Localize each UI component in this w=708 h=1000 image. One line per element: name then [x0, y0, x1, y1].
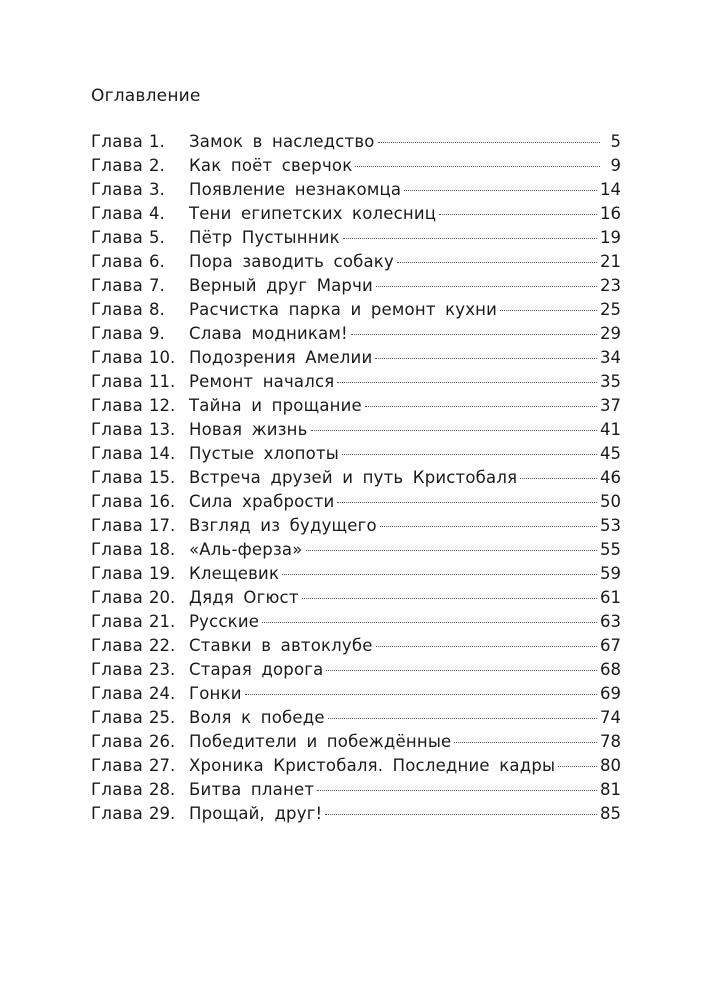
chapter-number: 17. [149, 516, 176, 535]
chapter-title: Ставки в автоклубе [189, 636, 373, 655]
toc-entry [91, 754, 621, 778]
chapter-label: Глава [91, 804, 144, 823]
chapter-label: Глава [91, 564, 144, 583]
chapter-label: Глава [91, 204, 144, 223]
page-number: 9 [610, 156, 621, 175]
page-number: 19 [600, 228, 621, 247]
chapter-number: 14. [149, 444, 176, 463]
page-number: 16 [600, 204, 621, 223]
dot-leader [282, 574, 597, 575]
dot-leader [302, 598, 597, 599]
page-number: 41 [600, 420, 621, 439]
toc-entry [91, 322, 621, 346]
chapter-title: Гонки [189, 684, 242, 703]
chapter-number: 18. [149, 540, 176, 559]
chapter-title: Расчистка парка и ремонт кухни [189, 300, 498, 319]
page-number: 55 [600, 540, 621, 559]
dot-leader [351, 334, 597, 335]
chapter-number: 11. [149, 372, 176, 391]
chapter-number: 24. [149, 684, 176, 703]
chapter-title: Клещевик [189, 564, 280, 583]
toc-entry [91, 538, 621, 562]
chapter-title: Замок в наследство [189, 132, 375, 151]
chapter-label: Глава [91, 780, 144, 799]
chapter-title: «Аль-ферза» [189, 540, 303, 559]
dot-leader [454, 742, 597, 743]
chapter-label: Глава [91, 492, 144, 511]
page-number: 21 [600, 252, 621, 271]
chapter-label: Глава [91, 180, 144, 199]
toc-entry [91, 466, 621, 490]
toc-entry [91, 706, 621, 730]
dot-leader [397, 262, 597, 263]
chapter-number: 21. [149, 612, 176, 631]
chapter-title: Как поёт сверчок [189, 156, 353, 175]
chapter-number: 16. [149, 492, 176, 511]
toc-entry [91, 490, 621, 514]
page-number: 50 [600, 492, 621, 511]
chapter-title: Тени египетских колесниц [189, 204, 437, 223]
chapter-label: Глава [91, 420, 144, 439]
chapter-number: 3. [149, 180, 165, 199]
chapter-title: Воля к победе [189, 708, 325, 727]
chapter-label: Глава [91, 756, 144, 775]
toc-entry [91, 154, 621, 178]
page-number: 14 [600, 180, 621, 199]
chapter-label: Глава [91, 396, 144, 415]
toc-entry [91, 274, 621, 298]
chapter-number: 4. [149, 204, 165, 223]
chapter-number: 25. [149, 708, 176, 727]
page-number: 53 [600, 516, 621, 535]
dot-leader [306, 550, 597, 551]
toc-entry [91, 562, 621, 586]
chapter-label: Глава [91, 540, 144, 559]
dot-leader [520, 478, 597, 479]
page-number: 85 [600, 804, 621, 823]
dot-leader [328, 718, 597, 719]
toc-entry [91, 346, 621, 370]
dot-leader [337, 382, 597, 383]
chapter-title: Дядя Огюст [189, 588, 299, 607]
chapter-label: Глава [91, 684, 144, 703]
dot-leader [325, 814, 597, 815]
chapter-title: Ремонт начался [189, 372, 335, 391]
chapter-number: 6. [149, 252, 165, 271]
chapter-number: 27. [149, 756, 176, 775]
chapter-title: Хроника Кристобаля. Последние кадры [189, 756, 556, 775]
chapter-number: 5. [149, 228, 165, 247]
toc-entry [91, 802, 621, 826]
chapter-label: Глава [91, 252, 144, 271]
page-number: 81 [600, 780, 621, 799]
dot-leader [558, 766, 597, 767]
chapter-title: Сила храбрости [189, 492, 335, 511]
toc-entry [91, 586, 621, 610]
chapter-number: 26. [149, 732, 176, 751]
page-number: 67 [600, 636, 621, 655]
dot-leader [439, 214, 597, 215]
page-number: 59 [600, 564, 621, 583]
page-number: 61 [600, 588, 621, 607]
chapter-title: Русские [189, 612, 260, 631]
dot-leader [376, 646, 597, 647]
dot-leader [404, 190, 597, 191]
dot-leader [380, 526, 597, 527]
chapter-number: 22. [149, 636, 176, 655]
chapter-label: Глава [91, 468, 144, 487]
chapter-label: Глава [91, 588, 144, 607]
dot-leader [311, 430, 597, 431]
chapter-label: Глава [91, 324, 144, 343]
chapter-title: Тайна и прощание [189, 396, 362, 415]
dot-leader [375, 358, 597, 359]
chapter-label: Глава [91, 444, 144, 463]
dot-leader [317, 790, 597, 791]
dot-leader [245, 694, 597, 695]
chapter-label: Глава [91, 156, 144, 175]
chapter-title: Пора заводить собаку [189, 252, 394, 271]
page-number: 34 [600, 348, 621, 367]
chapter-number: 19. [149, 564, 176, 583]
chapter-title: Старая дорога [189, 660, 324, 679]
toc-entry [91, 682, 621, 706]
toc-entry [91, 250, 621, 274]
toc-entry [91, 514, 621, 538]
toc-entry [91, 442, 621, 466]
chapter-number: 12. [149, 396, 176, 415]
dot-leader [500, 310, 597, 311]
toc-list [91, 130, 621, 826]
dot-leader [326, 670, 597, 671]
chapter-title: Слава модникам! [189, 324, 348, 343]
chapter-number: 7. [149, 276, 165, 295]
chapter-title: Битва планет [189, 780, 315, 799]
toc-entry [91, 658, 621, 682]
chapter-label: Глава [91, 660, 144, 679]
chapter-number: 13. [149, 420, 176, 439]
dot-leader [337, 502, 597, 503]
chapter-label: Глава [91, 300, 144, 319]
toc-entry [91, 730, 621, 754]
chapter-title: Пустые хлопоты [189, 444, 340, 463]
dot-leader [378, 142, 600, 143]
toc-entry [91, 298, 621, 322]
toc-entry [91, 610, 621, 634]
dot-leader [365, 406, 597, 407]
chapter-label: Глава [91, 516, 144, 535]
page-number: 80 [600, 756, 621, 775]
toc-entry [91, 130, 621, 154]
chapter-number: 1. [149, 132, 165, 151]
page-number: 45 [600, 444, 621, 463]
chapter-number: 28. [149, 780, 176, 799]
toc-entry [91, 418, 621, 442]
chapter-title: Прощай, друг! [189, 804, 323, 823]
page-number: 78 [600, 732, 621, 751]
chapter-number: 15. [149, 468, 176, 487]
page-number: 35 [600, 372, 621, 391]
chapter-title: Новая жизнь [189, 420, 308, 439]
page-number: 29 [600, 324, 621, 343]
chapter-title: Победители и побеждённые [189, 732, 452, 751]
page-number: 63 [600, 612, 621, 631]
chapter-number: 10. [149, 348, 176, 367]
chapter-title: Подозрения Амелии [189, 348, 373, 367]
toc-entry [91, 394, 621, 418]
chapter-number: 8. [149, 300, 165, 319]
toc-entry [91, 370, 621, 394]
dot-leader [376, 286, 597, 287]
page-number: 37 [600, 396, 621, 415]
toc-entry [91, 226, 621, 250]
dot-leader [262, 622, 597, 623]
toc-entry [91, 178, 621, 202]
chapter-number: 9. [149, 324, 165, 343]
page-number: 5 [610, 132, 621, 151]
chapter-number: 23. [149, 660, 176, 679]
chapter-label: Глава [91, 372, 144, 391]
dot-leader [355, 166, 600, 167]
toc-title: Оглавление [91, 86, 201, 106]
chapter-label: Глава [91, 228, 144, 247]
page-number: 74 [600, 708, 621, 727]
dot-leader [342, 454, 597, 455]
dot-leader [343, 238, 597, 239]
chapter-number: 29. [149, 804, 176, 823]
chapter-title: Взгляд из будущего [189, 516, 377, 535]
chapter-label: Глава [91, 612, 144, 631]
toc-entry [91, 634, 621, 658]
toc-entry [91, 778, 621, 802]
page-number: 25 [600, 300, 621, 319]
page-number: 23 [600, 276, 621, 295]
chapter-title: Встреча друзей и путь Кристобаля [189, 468, 518, 487]
chapter-number: 20. [149, 588, 176, 607]
toc-entry [91, 202, 621, 226]
page-number: 68 [600, 660, 621, 679]
chapter-label: Глава [91, 132, 144, 151]
chapter-label: Глава [91, 276, 144, 295]
chapter-title: Пётр Пустынник [189, 228, 340, 247]
chapter-title: Верный друг Марчи [189, 276, 373, 295]
chapter-label: Глава [91, 636, 144, 655]
chapter-label: Глава [91, 708, 144, 727]
chapter-number: 2. [149, 156, 165, 175]
page-number: 46 [600, 468, 621, 487]
page-number: 69 [600, 684, 621, 703]
chapter-label: Глава [91, 732, 144, 751]
chapter-title: Появление незнакомца [189, 180, 402, 199]
chapter-label: Глава [91, 348, 144, 367]
